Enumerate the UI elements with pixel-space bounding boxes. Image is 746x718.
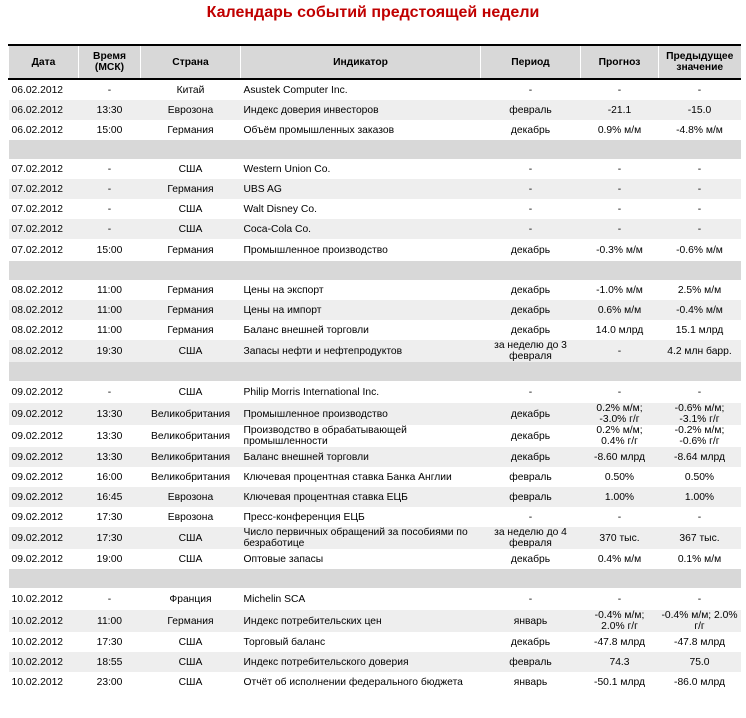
time-cell: -	[107, 203, 112, 215]
country-cell: Германия	[167, 284, 214, 296]
previous-cell: -0.4% м/м; 2.0% г/г	[659, 610, 741, 632]
indicator-cell: UBS AG	[241, 179, 481, 199]
date-cell: 09.02.2012	[9, 487, 79, 507]
date-cell: 06.02.2012	[9, 100, 79, 120]
forecast-cell: -50.1 млрд	[594, 676, 645, 688]
period-cell: за неделю до 4 февраля	[481, 527, 581, 549]
time-cell: 15:00	[96, 124, 123, 136]
table-row	[9, 320, 741, 340]
period-cell: декабрь	[510, 553, 551, 565]
time-cell: 13:30	[79, 100, 141, 120]
country-cell: Еврозона	[141, 100, 241, 120]
indicator-cell: Asustek Computer Inc.	[243, 84, 348, 96]
time-cell: 19:30	[79, 340, 141, 362]
column-header-date: Дата	[9, 45, 79, 79]
forecast-cell: 14.0 млрд	[595, 324, 644, 336]
time-cell: -	[107, 386, 112, 398]
indicator-cell: Walt Disney Co.	[243, 203, 317, 215]
previous-cell: -86.0 млрд	[674, 676, 725, 688]
country-cell: США	[141, 527, 241, 549]
indicator-cell: Число первичных обращений за пособиями по безработице	[241, 527, 481, 549]
country-cell: США	[178, 163, 203, 175]
date-cell: 07.02.2012	[11, 244, 64, 256]
previous-cell: -4.8% м/м	[676, 124, 723, 136]
time-cell: -	[107, 84, 112, 96]
previous-cell: -8.64 млрд	[659, 447, 741, 467]
indicator-cell: Индекс доверия инвесторов	[241, 100, 481, 120]
forecast-cell: -	[617, 163, 622, 175]
previous-cell: -	[697, 163, 702, 175]
date-cell: 06.02.2012	[11, 124, 64, 136]
previous-cell: 2.5% м/м	[677, 284, 722, 296]
column-header-period: Период	[481, 45, 581, 79]
forecast-cell: -21.1	[581, 100, 659, 120]
time-cell: 18:55	[79, 652, 141, 672]
table-row	[9, 487, 741, 507]
previous-cell: 15.1 млрд	[675, 324, 724, 336]
forecast-cell: 1.00%	[581, 487, 659, 507]
time-cell: 13:30	[79, 447, 141, 467]
forecast-cell: -0.3% м/м	[596, 244, 643, 256]
forecast-cell: 0.50%	[604, 471, 635, 483]
country-cell: США	[141, 219, 241, 239]
country-cell: Великобритания	[141, 447, 241, 467]
time-cell: -	[79, 219, 141, 239]
table-row	[9, 507, 741, 527]
country-cell: США	[178, 386, 203, 398]
table-row	[9, 219, 741, 239]
previous-cell: -15.0	[659, 100, 741, 120]
date-cell: 09.02.2012	[9, 403, 79, 425]
time-cell: 19:00	[96, 553, 123, 565]
previous-cell: -47.8 млрд	[674, 636, 725, 648]
time-cell: 23:00	[96, 676, 123, 688]
indicator-cell: Philip Morris International Inc.	[243, 386, 380, 398]
forecast-cell: -	[617, 593, 622, 605]
date-cell: 07.02.2012	[11, 163, 64, 175]
time-cell: 17:30	[96, 511, 123, 523]
table-row	[9, 403, 741, 425]
indicator-cell: Цены на импорт	[241, 300, 481, 320]
period-cell: февраль	[509, 471, 552, 483]
column-header-indicator: Индикатор	[241, 45, 481, 79]
table-row	[9, 381, 741, 403]
indicator-cell: Объём промышленных заказов	[243, 124, 395, 136]
indicator-cell: Индекс потребительских цен	[241, 610, 481, 632]
forecast-cell: -	[617, 386, 622, 398]
period-cell: -	[528, 163, 533, 175]
table-row	[9, 159, 741, 179]
table-row	[9, 280, 741, 300]
date-cell: 09.02.2012	[11, 471, 64, 483]
forecast-cell: 0.6% м/м	[581, 300, 659, 320]
time-cell: -	[107, 163, 112, 175]
date-cell: 10.02.2012	[9, 610, 79, 632]
table-header-row	[9, 45, 741, 79]
previous-cell: -	[659, 179, 741, 199]
time-cell: 13:30	[96, 430, 123, 442]
period-cell: -	[528, 203, 533, 215]
time-cell: -	[79, 179, 141, 199]
previous-cell: -0.4% м/м	[659, 300, 741, 320]
forecast-cell: -	[617, 511, 622, 523]
indicator-cell: Michelin SCA	[243, 593, 306, 605]
indicator-cell: Ключевая процентная ставка ЕЦБ	[241, 487, 481, 507]
previous-cell: -0.2% м/м; -0.6% г/г	[674, 425, 725, 447]
period-cell: -	[481, 179, 581, 199]
indicator-cell: Баланс внешней торговли	[243, 324, 369, 336]
country-cell: Еврозона	[141, 487, 241, 507]
previous-cell: -	[697, 203, 702, 215]
forecast-cell: 0.9% м/м	[597, 124, 642, 136]
events-calendar-table	[8, 44, 741, 692]
date-cell: 10.02.2012	[11, 676, 64, 688]
forecast-cell: -1.0% м/м	[596, 284, 643, 296]
period-cell: декабрь	[510, 284, 551, 296]
forecast-cell: 370 тыс.	[581, 527, 659, 549]
country-cell: Еврозона	[167, 511, 214, 523]
period-cell: за неделю до 3 февраля	[481, 340, 581, 362]
time-cell: 15:00	[96, 244, 123, 256]
country-cell: США	[178, 203, 203, 215]
time-cell: -	[107, 593, 112, 605]
previous-cell: -	[659, 219, 741, 239]
country-cell: Великобритания	[150, 471, 231, 483]
table-row	[9, 632, 741, 652]
time-cell: 11:00	[96, 324, 122, 336]
indicator-cell: Производство в обрабатывающей промышленности	[243, 425, 407, 447]
previous-cell: 75.0	[659, 652, 741, 672]
indicator-cell: Отчёт об исполнении федерального бюджета	[243, 676, 463, 688]
table-row	[9, 179, 741, 199]
table-row	[9, 199, 741, 219]
date-cell: 09.02.2012	[11, 553, 64, 565]
country-cell: США	[178, 676, 203, 688]
country-cell: США	[141, 340, 241, 362]
country-cell: Германия	[141, 300, 241, 320]
forecast-cell: -	[581, 179, 659, 199]
period-cell: -	[528, 386, 533, 398]
period-cell: январь	[481, 610, 581, 632]
day-separator-cell	[9, 362, 741, 381]
previous-cell: -	[697, 593, 702, 605]
day-separator-row	[9, 362, 741, 381]
previous-cell: 367 тыс.	[659, 527, 741, 549]
country-cell: Великобритания	[150, 430, 231, 442]
forecast-cell: 0.4% м/м	[597, 553, 642, 565]
country-cell: Франция	[169, 593, 212, 605]
previous-cell: -	[697, 511, 702, 523]
forecast-cell: -47.8 млрд	[594, 636, 645, 648]
time-cell: 16:45	[79, 487, 141, 507]
table-row	[9, 652, 741, 672]
forecast-cell: 74.3	[581, 652, 659, 672]
time-cell: 17:30	[96, 636, 123, 648]
indicator-cell: Торговый баланс	[243, 636, 326, 648]
day-separator-row	[9, 569, 741, 588]
country-cell: Великобритания	[141, 403, 241, 425]
day-separator-cell	[9, 140, 741, 159]
previous-cell: 4.2 млн барр.	[659, 340, 741, 362]
date-cell: 08.02.2012	[9, 340, 79, 362]
table-row	[9, 120, 741, 140]
country-cell: США	[178, 553, 203, 565]
previous-cell: -	[697, 386, 702, 398]
period-cell: февраль	[481, 487, 581, 507]
previous-cell: -0.6% м/м; -3.1% г/г	[659, 403, 741, 425]
date-cell: 06.02.2012	[11, 84, 64, 96]
previous-cell: 0.50%	[684, 471, 715, 483]
page-title: Календарь событий предстоящей недели	[206, 4, 540, 21]
indicator-cell: Coca-Cola Co.	[241, 219, 481, 239]
country-cell: Германия	[167, 244, 214, 256]
period-cell: декабрь	[481, 447, 581, 467]
forecast-cell: -	[581, 340, 659, 362]
period-cell: январь	[513, 676, 548, 688]
date-cell: 07.02.2012	[9, 179, 79, 199]
forecast-cell: 0.2% м/м; -3.0% г/г	[581, 403, 659, 425]
period-cell: декабрь	[510, 124, 551, 136]
previous-cell: -0.6% м/м	[676, 244, 723, 256]
period-cell: -	[528, 593, 533, 605]
period-cell: -	[481, 219, 581, 239]
time-cell: 11:00	[79, 300, 141, 320]
table-row	[9, 467, 741, 487]
time-cell: 11:00	[79, 610, 141, 632]
date-cell: 09.02.2012	[11, 430, 64, 442]
table-row	[9, 300, 741, 320]
date-cell: 09.02.2012	[9, 447, 79, 467]
time-cell: 11:00	[96, 284, 122, 296]
previous-cell: -	[697, 84, 702, 96]
forecast-cell: -	[581, 219, 659, 239]
time-cell: 16:00	[96, 471, 123, 483]
indicator-cell: Баланс внешней торговли	[241, 447, 481, 467]
forecast-cell: -	[617, 203, 622, 215]
period-cell: февраль	[481, 652, 581, 672]
date-cell: 07.02.2012	[11, 203, 64, 215]
indicator-cell: Western Union Co.	[243, 163, 331, 175]
forecast-cell: 0.2% м/м; 0.4% г/г	[596, 425, 643, 447]
period-cell: декабрь	[510, 636, 551, 648]
table-row	[9, 672, 741, 692]
date-cell: 09.02.2012	[11, 386, 64, 398]
column-header-country: Страна	[141, 45, 241, 79]
country-cell: Германия	[167, 124, 214, 136]
indicator-cell: Промышленное производство	[243, 244, 388, 256]
column-header-forecast: Прогноз	[581, 45, 659, 79]
date-cell: 08.02.2012	[11, 324, 64, 336]
date-cell: 07.02.2012	[9, 219, 79, 239]
column-header-time: Время (МСК)	[79, 45, 141, 79]
date-cell: 10.02.2012	[11, 593, 64, 605]
forecast-cell: -	[617, 84, 622, 96]
forecast-cell: -8.60 млрд	[581, 447, 659, 467]
table-row	[9, 549, 741, 569]
date-cell: 08.02.2012	[11, 284, 64, 296]
country-cell: Германия	[141, 179, 241, 199]
time-cell: 13:30	[79, 403, 141, 425]
period-cell: декабрь	[481, 403, 581, 425]
period-cell: февраль	[481, 100, 581, 120]
column-header-previous: Предыдущее значение	[659, 45, 741, 79]
day-separator-cell	[9, 569, 741, 588]
table-body	[9, 79, 741, 692]
date-cell: 10.02.2012	[11, 636, 64, 648]
day-separator-row	[9, 261, 741, 280]
indicator-cell: Промышленное производство	[241, 403, 481, 425]
country-cell: США	[178, 636, 203, 648]
indicator-cell: Оптовые запасы	[243, 553, 324, 565]
table-row	[9, 340, 741, 362]
table-row	[9, 588, 741, 610]
indicator-cell: Индекс потребительского доверия	[241, 652, 481, 672]
period-cell: декабрь	[510, 324, 551, 336]
table-row	[9, 527, 741, 549]
previous-cell: 0.1% м/м	[677, 553, 722, 565]
date-cell: 10.02.2012	[9, 652, 79, 672]
indicator-cell: Пресс-конференция ЕЦБ	[243, 511, 365, 523]
date-cell: 08.02.2012	[9, 300, 79, 320]
country-cell: Китай	[176, 84, 205, 96]
period-cell: -	[528, 511, 533, 523]
forecast-cell: -0.4% м/м; 2.0% г/г	[581, 610, 659, 632]
table-row	[9, 79, 741, 100]
indicator-cell: Запасы нефти и нефтепродуктов	[241, 340, 481, 362]
table-row	[9, 100, 741, 120]
day-separator-row	[9, 140, 741, 159]
period-cell: декабрь	[510, 430, 551, 442]
period-cell: декабрь	[481, 300, 581, 320]
table-row	[9, 447, 741, 467]
period-cell: -	[528, 84, 533, 96]
date-cell: 09.02.2012	[11, 511, 64, 523]
country-cell: США	[141, 652, 241, 672]
date-cell: 09.02.2012	[9, 527, 79, 549]
time-cell: 17:30	[79, 527, 141, 549]
day-separator-cell	[9, 261, 741, 280]
indicator-cell: Цены на экспорт	[243, 284, 324, 296]
table-row	[9, 239, 741, 261]
country-cell: Германия	[141, 610, 241, 632]
period-cell: декабрь	[510, 244, 551, 256]
table-row	[9, 425, 741, 447]
table-row	[9, 610, 741, 632]
previous-cell: 1.00%	[659, 487, 741, 507]
indicator-cell: Ключевая процентная ставка Банка Англии	[243, 471, 452, 483]
country-cell: Германия	[167, 324, 214, 336]
